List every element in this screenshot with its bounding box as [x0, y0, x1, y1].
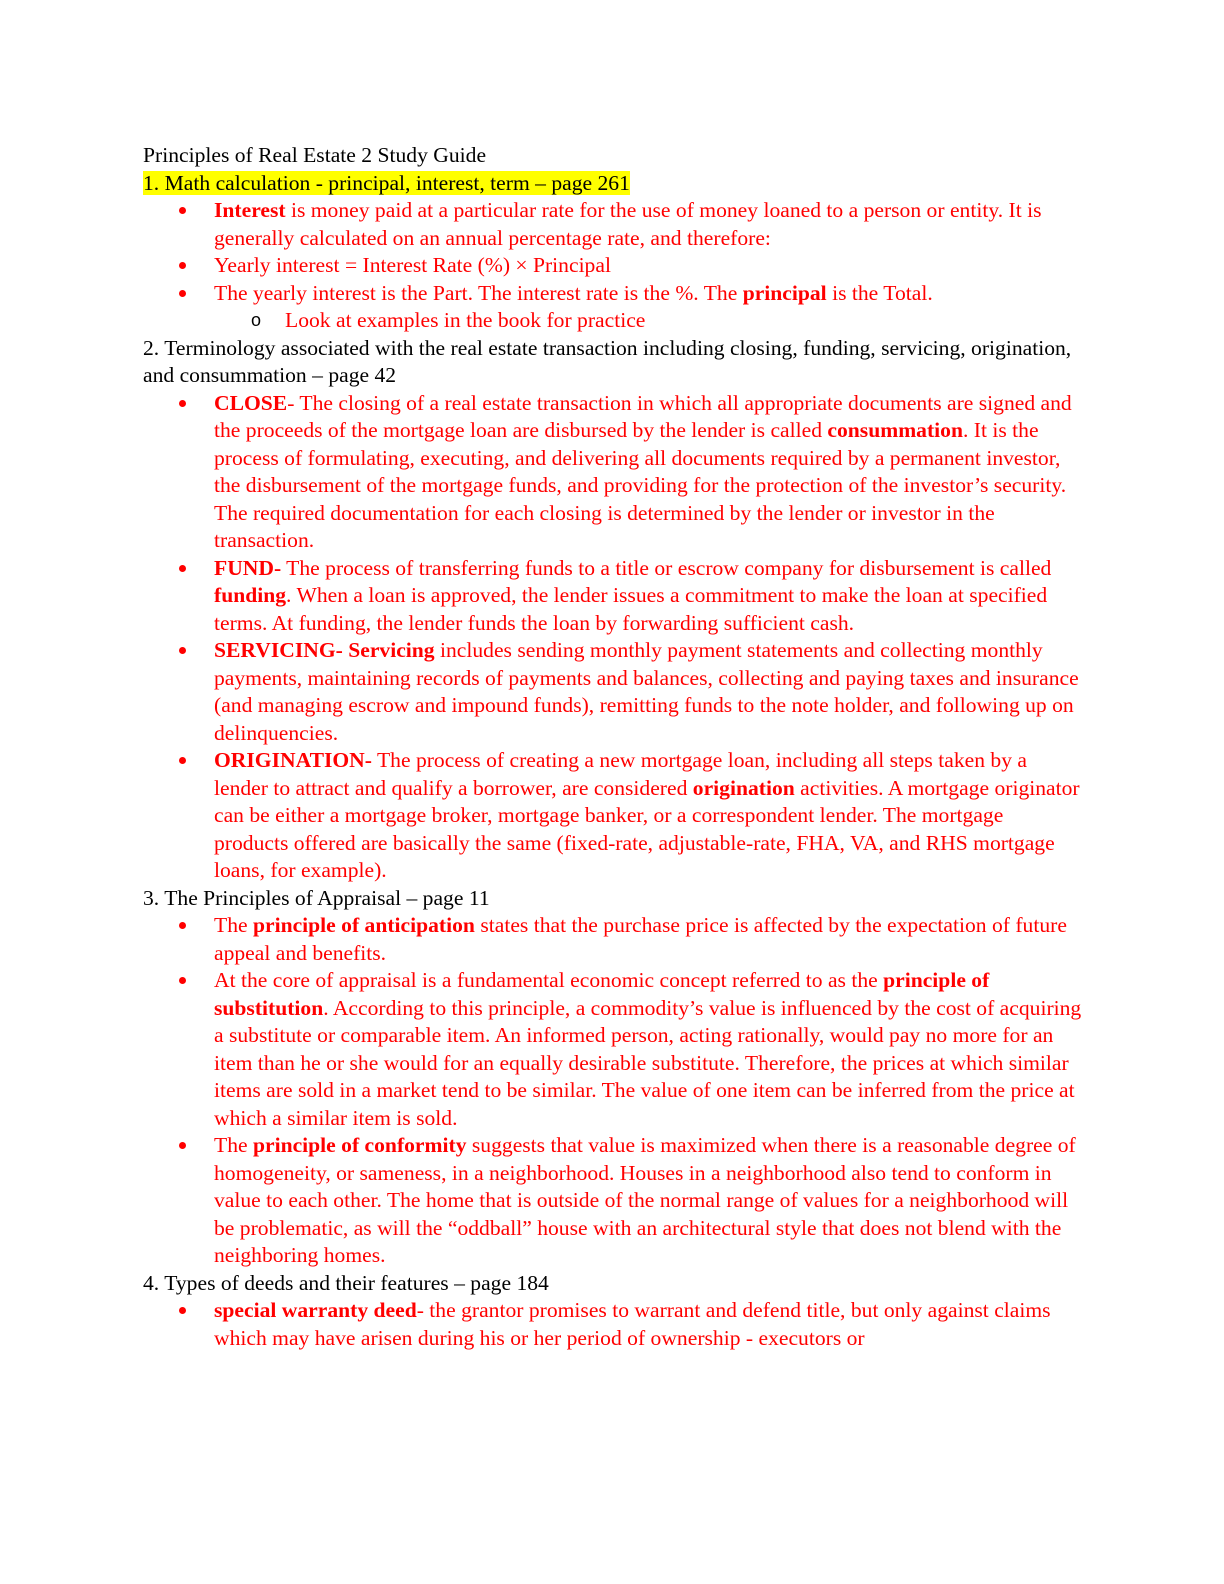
item-text: - The closing of a real estate transaction in which all appropriate documents are signed and the proceeds of the mortgage loan are disbursed by the lender is called	[214, 390, 1072, 442]
section-1-heading	[143, 170, 1083, 198]
item-text: The	[214, 1133, 253, 1157]
list-item	[143, 197, 1083, 252]
list-item	[143, 252, 1083, 280]
list-item	[143, 912, 1083, 967]
term-bold: FUND-	[214, 555, 282, 580]
term-bold: principle of substitution	[214, 968, 990, 1020]
item-text: is money paid at a particular rate for the use of money loaned to a person or entity. It is generally calculated on an annual percentage rate, and therefore:	[214, 198, 1042, 250]
item-text: Look at examples in the book for practice	[285, 308, 646, 332]
document-body	[143, 142, 1083, 1352]
highlighted-heading: 1. Math calculation - principal, interest, term – page 261	[143, 170, 630, 195]
sub-list-item	[143, 307, 1083, 335]
term-bold: principle of conformity	[252, 1133, 467, 1157]
list-item	[143, 280, 1083, 308]
list-item	[143, 637, 1083, 747]
sub-bullet-marker: o	[251, 310, 262, 330]
section-2-list	[143, 390, 1083, 885]
section-3-list	[143, 912, 1083, 1270]
item-text: includes sending monthly payment statements and collecting monthly payments, maintaining records of payments and balances, collecting and paying taxes and insurance (and managing escrow and impound funds), remitting funds to the note holder, and following up on delinquencies.	[214, 638, 1079, 745]
list-item	[143, 555, 1083, 638]
item-text: At the core of appraisal is a fundamental economic concept referred to as the	[214, 968, 884, 992]
item-text: . It is the process of formulating, executing, and delivering all documents required by a permanent investor, the disbursement of the mortgage funds, and providing for the protection of the investor’s security. The required documentation for each closing is determined by the lender or investor in the transaction.	[214, 418, 1067, 552]
section-3-heading: 3. The Principles of Appraisal – page 11	[143, 885, 490, 910]
document-title: Principles of Real Estate 2 Study Guide	[143, 143, 487, 167]
term-bold: CLOSE	[214, 390, 288, 415]
item-text: is the Total.	[826, 280, 933, 305]
term-bold: funding	[214, 583, 287, 607]
item-text: The	[214, 913, 253, 937]
item-text: Yearly interest = Interest Rate (%) × Principal	[214, 253, 611, 277]
list-item	[143, 390, 1083, 555]
section-4-list	[143, 1297, 1083, 1352]
section-4-heading: 4. Types of deeds and their features – page 184	[143, 1270, 549, 1295]
item-text: . When a loan is approved, the lender issues a commitment to make the loan at specified terms. At funding, the lender funds the loan by forwarding sufficient cash.	[214, 583, 1048, 635]
term-bold: Interest	[214, 198, 286, 222]
item-text: . According to this principle, a commodity’s value is influenced by the cost of acquiring a substitute or comparable item. An informed person, acting rationally, would pay no more for an item than he or she would for an equally desirable substitute. Therefore, the prices at which similar items are sold in a market tend to be similar. The value of one item can be inferred from the price at which a similar item is sold.	[214, 995, 1082, 1130]
term-bold: principal	[742, 280, 827, 305]
term-bold: origination	[692, 775, 795, 800]
list-item	[143, 1132, 1083, 1270]
item-text: activities. A mortgage originator can be either a mortgage broker, mortgage banker, or a correspondent lender. The mortgage products offered are basically the same (fixed-rate, adjustable-rate, FHA, VA, and RHS mortgage loans, for example).	[214, 775, 1080, 882]
term-bold: ORIGINATION-	[214, 748, 372, 772]
item-text: The process of creating a new mortgage loan, including all steps taken by a lender to attract and qualify a borrower, are considered	[214, 748, 1027, 800]
item-text: states that the purchase price is affected by the expectation of future appeal and benefits.	[214, 913, 1067, 965]
list-item	[143, 967, 1083, 1132]
item-text: - the grantor promises to warrant and defend title, but only against claims which may have arisen during his or her period of ownership - executors or	[214, 1298, 1051, 1350]
term-bold: consummation	[827, 418, 963, 442]
section-2-heading: 2. Terminology associated with the real estate transaction including closing, funding, servicing, origination, and consummation – page 42	[143, 335, 1072, 387]
term-bold: special warranty deed	[214, 1298, 417, 1322]
list-item	[143, 1297, 1083, 1352]
item-text: The process of transferring funds to a title or escrow company for disbursement is called	[281, 555, 1052, 580]
term-bold: principle of anticipation	[252, 913, 475, 937]
list-item	[143, 747, 1083, 885]
section-1-list	[143, 197, 1083, 335]
item-text: The yearly interest is the Part. The interest rate is the %. The	[214, 280, 743, 305]
item-text: suggests that value is maximized when there is a reasonable degree of homogeneity, or sameness, in a neighborhood. Houses in a neighborhood also tend to conform in value to each other. The home that is outside of the normal range of values for a neighborhood will be problematic, as will the “oddball” house with an architectural style that does not blend with the neighboring homes.	[214, 1133, 1076, 1267]
term-bold: SERVICING- Servicing	[214, 638, 435, 662]
